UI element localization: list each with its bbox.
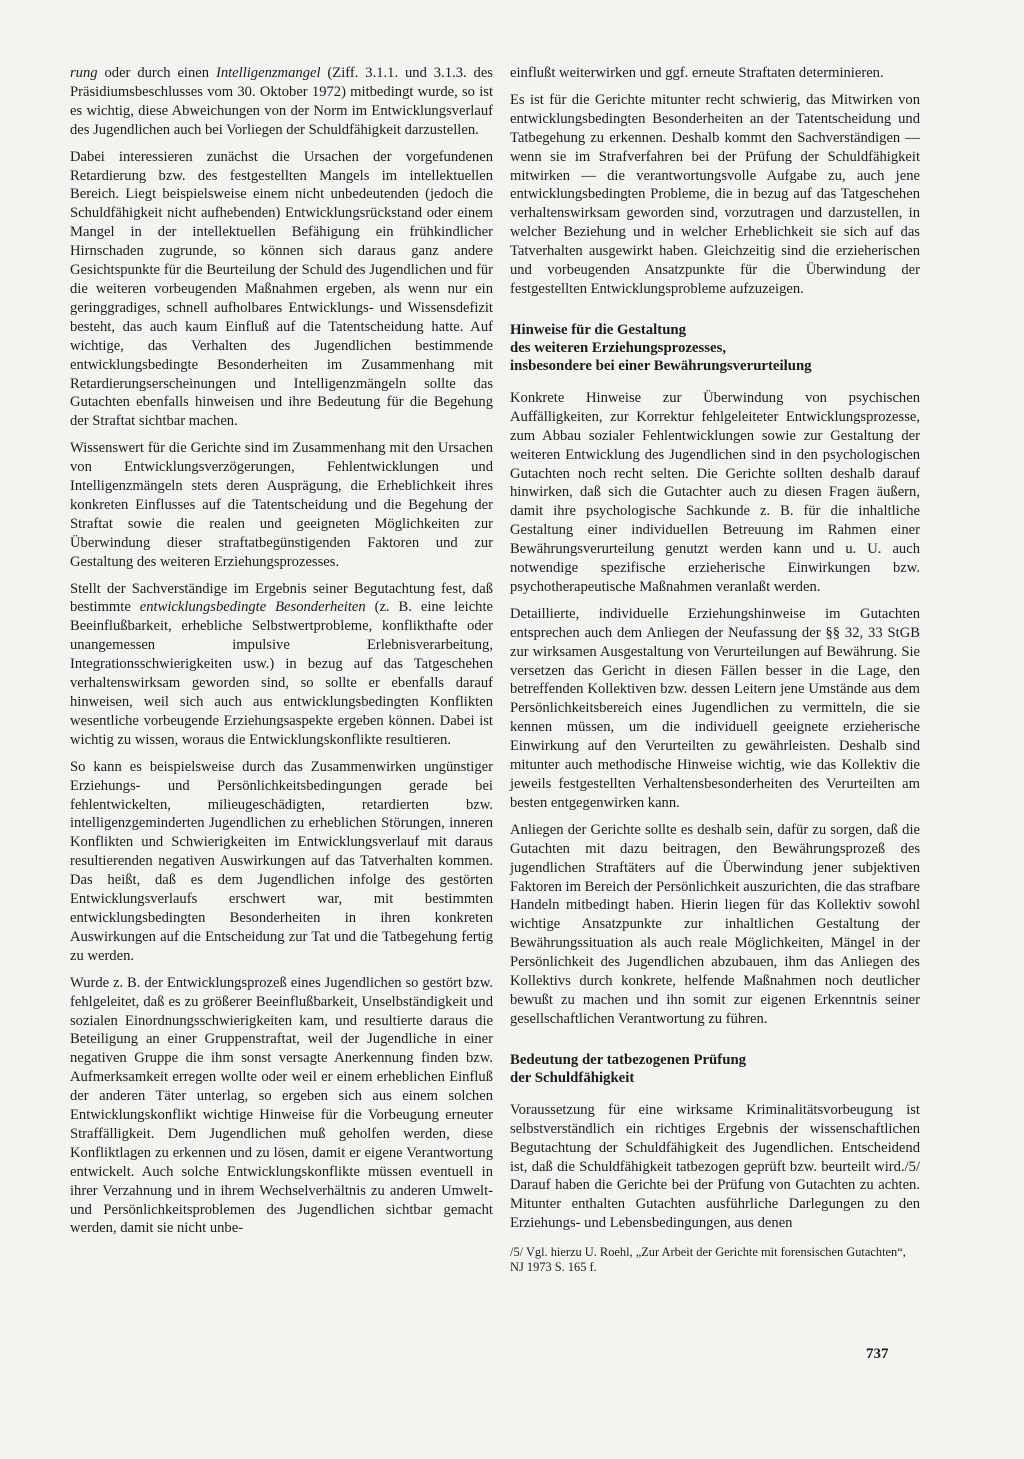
paragraph: Detaillierte, individuelle Erziehungshinweise im Gutachten entsprechen auch dem Anliegen der Neufassung der §§ 32, 33 StGB zur wirksamen Ausgestaltung von Verurteilungen auf Bewährung. Sie versetzen das Gericht in diesen Fällen besser in die Lage, den betreffenden Kollektiven bzw. dessen Leitern jene Umstände aus dem Persönlichkeitsbereich eines Jugendlichen zu vermitteln, die sie kennen müssen, um die individuell geeignete erzieherische Einwirkung auf den Verurteilten zu gewährleisten. Deshalb sind mitunter auch methodische Hinweise wichtig, wie das Kollektiv die jeweils festgestellten Verhaltensbesonderheiten des Verurteilten am besten entgegenwirken kann.	[510, 605, 920, 811]
paragraph: Wissenswert für die Gerichte sind im Zusammenhang mit den Ursachen von Entwicklungsverzögerungen, Fehlentwicklungen und Intelligenzmängeln stets deren Ausprägung, die Erheblichkeit ihres konkreten Einflusses auf die Tatentscheidung und die Begehung der Straftat sowie die realen und geeigneten Möglichkeiten zur Überwindung dieser straftatbegünstigenden Faktoren und zur Gestaltung des weiteren Erziehungsprozesses.	[70, 440, 493, 570]
italic-term: rung	[70, 65, 98, 81]
text-run: oder durch einen	[97, 65, 216, 81]
section-heading-line: Hinweise für die Gestaltung	[510, 321, 687, 338]
paragraph	[70, 580, 493, 750]
italic-term: Intelligenzmangel	[215, 65, 321, 81]
text-run: Stellt der Sachverständige im Ergebnis seiner Begutachtung fest, daß bestimmte	[70, 580, 493, 616]
paragraph: Dabei interessieren zunächst die Ursachen der vorgefundenen Retardierung bzw. des festgestellten Mangels im intellektuellen Bereich. Liegt beispielsweise einem nicht unbedeutenden (jedoch die Schuldfähigkeit nicht aufhebenden) Entwicklungsrückstand oder einem Mangel in der intellektuellen Befähigung ein frühkindlicher Hirnschaden zugrunde, so können sich daraus ganz andere Gesichtspunkte für die Beurteilung der Schuld des Jugendlichen und für die weiteren vorbeugenden Maßnahmen ergeben, als wenn nur ein geringgradiges, schnell aufholbares Entwicklungs- und Wissensdefizit besteht, das auch kaum Einfluß auf die Tatentscheidung hatte. Auf wichtige, das Verhalten des Jugendlichen bestimmende entwicklungsbedingte Besonderheiten im Zusammenhang mit Retardierungserscheinungen und Intelligenzmängeln sollte das Gutachten ebenfalls hinweisen und ihre Bedeutung für die Begehung der Straftat sichtbar machen.	[70, 148, 493, 430]
footnote: /5/ Vgl. hierzu U. Roehl, „Zur Arbeit der Gerichte mit forensischen Gutachten“, NJ 1973 S. 165 f.	[510, 1245, 906, 1275]
paragraph: Voraussetzung für eine wirksame Kriminalitätsvorbeugung ist selbstverständlich ein richtiges Ergebnis der wissenschaftlichen Begutachtung der Schuldfähigkeit des Jugendlichen. Entscheidend ist, daß die Schuldfähigkeit tatbezogen geprüft bzw. beurteilt wird./5/ Darauf haben die Gerichte bei der Prüfung von Gutachten zu achten. Mitunter enthalten Gutachten ausführliche Darlegungen zu den Erziehungs- und Lebensbedingungen, aus denen	[510, 1101, 920, 1232]
paragraph: Wurde z. B. der Entwicklungsprozeß eines Jugendlichen so gestört bzw. fehlgeleitet, daß es zu größerer Beeinflußbarkeit, Unselbständigkeit und sozialen Einordnungsschwierigkeiten kam, und resultierte daraus die Beteiligung an einer Gruppenstraftat, weil der Jugendliche in einer negativen Gruppe die ihm sonst versagte Anerkennung finden bzw. Aufmerksamkeit erregen wollte oder weil er einem erheblichen Einfluß der anderen Täter unterlag, so ergeben sich aus einem solchen Entwicklungskonflikt wichtige Hinweise für die Vorbeugung erneuter Straffälligkeit. Dem Jugendlichen muß geholfen werden, diese Konfliktlagen zu erkennen und zu lösen, damit er eigene Verantwortung entwickelt. Auch solche Entwicklungskonflikte müssen eventuell in ihrer Verzahnung und in ihrem Wechselverhältnis zu anderen Umwelt- und Persönlichkeitsproblemen des Jugendlichen sichtbar gemacht werden, damit sie nicht unbe-	[70, 974, 493, 1237]
paragraph	[70, 64, 493, 140]
text-run: (z. B. eine leichte Beeinflußbarkeit, erhebliche Selbstwertprobleme, konflikthafte oder unangemessen impulsive Erlebnisverarbeitung, Integrationsschwierigkeiten usw.) in bezug auf das Tatgeschehen verhaltenswirksam geworden sind, so sollte er ebenfalls darauf hinweisen, weil sich auch aus entwicklungsbedingten Konflikten wesentliche vorbeugende Erziehungsaspekte ergeben können. Dabei ist wichtig zu wissen, woraus die Entwicklungskonflikte resultieren.	[70, 599, 493, 748]
left-column	[70, 64, 493, 1246]
section-heading-line: Bedeutung der tatbezogenen Prüfung	[510, 1051, 747, 1068]
paragraph: einflußt weiterwirken und ggf. erneute Straftaten determinieren.	[510, 65, 884, 81]
paragraph: So kann es beispielsweise durch das Zusammenwirken ungünstiger Erziehungs- und Persönlichkeitsbedingungen gerade bei fehlentwickelten, milieugeschädigten, retardierten bzw. intelligenzgeminderten Jugendlichen zu erheblichen Störungen, inneren Konflikten und Schwierigkeiten im Entwicklungsverlauf mit daraus resultierenden negativen Auswirkungen auf das Tatverhalten kommen. Das heißt, daß es dem Jugendlichen infolge des gestörten Entwicklungsverlaufs erschwert war, mit bestimmten entwicklungsbedingten Besonderheiten in ihren konkreten Auswirkungen auf die Entscheidung zur Tat und die Tatbegehung fertig zu werden.	[70, 758, 493, 964]
section-heading-line: des weiteren Erziehungsprozesses,	[510, 339, 727, 356]
right-column	[510, 64, 920, 1275]
section-heading	[510, 321, 920, 375]
text-run: (Ziff. 3.1.1. und 3.1.3. des Präsidiumsbeschlusses vom 30. Oktober 1972) mitbedingt wurde, so ist es wichtig, diese Abweichungen von der Norm im Entwicklungsverlauf des Jugendlichen auch bei Vorliegen der Schuldfähigkeit darzustellen.	[70, 65, 493, 138]
paragraph: Anliegen der Gerichte sollte es deshalb sein, dafür zu sorgen, daß die Gutachten mit dazu beitragen, den Bewährungsprozeß des jugendlichen Straftäters auf die Überwindung jener subjektiven Faktoren im Bereich der Persönlichkeit auszurichten, die das strafbare Handeln mitbedingt haben. Hierin liegen für das Kollektiv sowohl wichtige Ansatzpunkte zur inhaltlichen Gestaltung der Bewährungssituation als auch reale Möglichkeiten, Mängel in der Persönlichkeit des Jugendlichen abzubauen, ihm das Anliegen des Kollektivs durch konkrete, helfende Maßnahmen noch deutlicher bewußt zu machen und ihn somit zur eigenen Erkenntnis seiner gesellschaftlichen Verantwortung zu führen.	[510, 821, 920, 1027]
section-heading-line: der Schuldfähigkeit	[510, 1069, 635, 1086]
section-heading	[510, 1051, 920, 1087]
italic-term: entwicklungsbedingte Besonderheiten	[139, 599, 366, 616]
section-heading-line: insbesondere bei einer Bewährungsverurteilung	[510, 357, 812, 374]
page-number: 737	[866, 1346, 889, 1362]
paragraph: Es ist für die Gerichte mitunter recht schwierig, das Mitwirken von entwicklungsbedingten Besonderheiten an der Tatentscheidung und Tatbegehung zu erkennen. Deshalb kommt den Sachverständigen — wenn sie im Strafverfahren bei der Prüfung der Schuldfähigkeit mitwirken — die verantwortungsvolle Aufgabe zu, auch jene entwicklungsbedingten Probleme, die in bezug auf das Tatgeschehen verhaltenswirksam geworden sind, vorzutragen und darzustellen, in welcher Beziehung und in welcher Erheblichkeit sie sich auf das Tatverhalten ausgewirkt haben. Gleichzeitig sind die erzieherischen und vorbeugenden Ansatzpunkte für die Überwindung der festgestellten Entwicklungsprobleme aufzuzeigen.	[510, 91, 920, 297]
paragraph: Konkrete Hinweise zur Überwindung von psychischen Auffälligkeiten, zur Korrektur fehlgeleiteter Entwicklungsprozesse, zum Abbau sozialer Fehlentwicklungen sowie zur Gestaltung der weiteren Entwicklung des Jugendlichen sind in den psychologischen Gutachten noch recht selten. Die Gerichte sollten deshalb darauf hinwirken, daß sich die Gutachter auch zu diesen Fragen äußern, damit ihre psychologische Sachkunde z. B. für die inhaltliche Gestaltung einer individuellen Betreuung im Rahmen einer Bewährungsverurteilung genutzt werden kann und u. U. auch notwendige spezifische erzieherische Einwirkungen bzw. psychotherapeutische Maßnahmen veranlaßt werden.	[510, 389, 920, 595]
